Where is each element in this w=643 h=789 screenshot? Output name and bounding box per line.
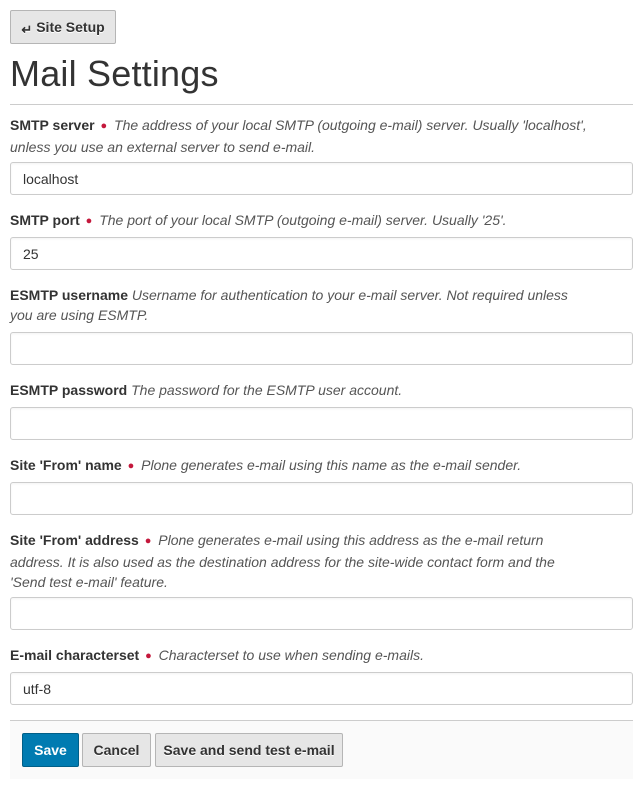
field-label-site-from-name (10, 455, 590, 477)
field-smtp-server (10, 115, 633, 157)
site-setup-label: Site Setup (36, 19, 105, 35)
required-marker: ● (127, 460, 135, 472)
smtp-server-input[interactable] (10, 162, 633, 195)
label-esmtp-username: ESMTP username (10, 287, 129, 303)
field-site-from-name (10, 455, 633, 477)
field-label-site-from-address (10, 530, 590, 592)
cancel-button[interactable]: Cancel (82, 733, 151, 767)
help-esmtp-username: Username for authentication to your e-mail server. Not required unless you are using ESMTP. (10, 287, 568, 323)
help-smtp-server: The address of your local SMTP (outgoing e-mail) server. Usually 'localhost', unless you use an external server to send e-mail. (10, 117, 587, 155)
required-marker: ● (100, 120, 108, 132)
required-marker: ● (145, 650, 152, 662)
site-from-address-input[interactable] (10, 597, 633, 630)
field-esmtp-username (10, 285, 633, 325)
help-email-characterset: Characterset to use when sending e-mails. (158, 647, 424, 663)
email-characterset-input[interactable] (10, 672, 633, 705)
field-esmtp-password (10, 380, 633, 400)
title-divider (10, 104, 633, 105)
field-label-smtp-port (10, 210, 590, 232)
site-from-name-input[interactable] (10, 482, 633, 515)
smtp-port-input[interactable] (10, 237, 633, 270)
help-esmtp-password: The password for the ESMTP user account. (131, 382, 403, 398)
field-email-characterset (10, 645, 633, 667)
required-marker: ● (85, 215, 93, 227)
field-smtp-port (10, 210, 633, 232)
save-and-send-test-email-button[interactable]: Save and send test e-mail (155, 733, 343, 767)
label-smtp-server: SMTP server (10, 117, 95, 133)
field-site-from-address (10, 530, 633, 592)
required-marker: ● (144, 535, 152, 547)
label-email-characterset: E-mail characterset (10, 647, 140, 663)
help-site-from-address: Plone generates e-mail using this address as the e-mail return address. It is also used as the destination address for the site-wide contact form and the 'Send test e-mail' feature. (10, 532, 555, 590)
label-smtp-port: SMTP port (10, 212, 80, 228)
help-smtp-port: The port of your local SMTP (outgoing e-mail) server. Usually '25'. (99, 212, 507, 228)
field-label-email-characterset (10, 645, 590, 667)
page-title: Mail Settings (10, 53, 219, 94)
help-site-from-name: Plone generates e-mail using this name as the e-mail sender. (141, 457, 522, 473)
label-site-from-address: Site 'From' address (10, 532, 139, 548)
field-label-esmtp-password (10, 380, 590, 400)
field-label-smtp-server (10, 115, 590, 157)
return-arrow-icon: ↵ (21, 21, 33, 37)
field-label-esmtp-username (10, 285, 590, 325)
label-esmtp-password: ESMTP password (10, 382, 128, 398)
esmtp-username-input[interactable] (10, 332, 633, 365)
site-setup-back-button[interactable] (10, 10, 116, 44)
save-button[interactable]: Save (22, 733, 79, 767)
label-site-from-name: Site 'From' name (10, 457, 122, 473)
esmtp-password-input[interactable] (10, 407, 633, 440)
